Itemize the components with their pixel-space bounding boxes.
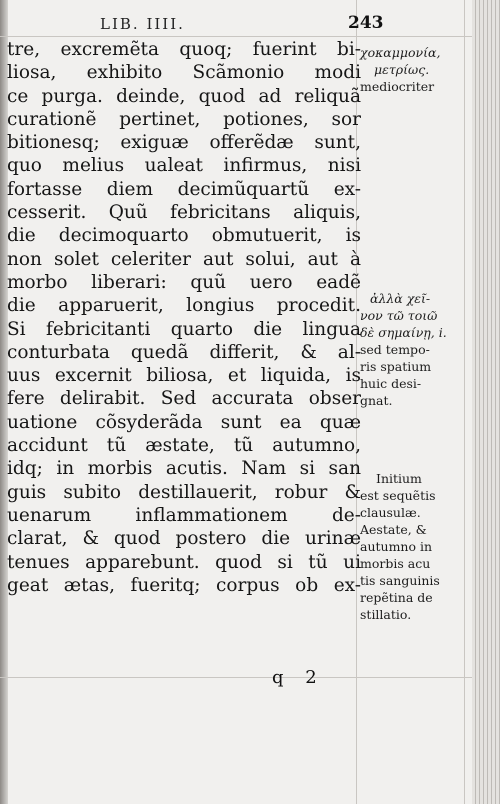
note-line: repẽtina de: [360, 590, 433, 605]
text-line: uus excernit biliosa, et liquida, is: [7, 365, 361, 387]
page-number: 243: [348, 13, 384, 33]
text-line: tre, excremẽta quoq; fuerint bi-: [7, 39, 361, 60]
text-line: die decimoquarto obmutuerit, is: [7, 225, 361, 247]
text-line: fere delirabit. Sed accurata obser: [7, 388, 361, 410]
text-line: uenarum inflammationem de-: [7, 504, 361, 526]
text-line: fortasse diem decimũquartũ ex-: [7, 178, 361, 200]
text-line: morbo liberari: quũ uero eadẽ: [7, 271, 361, 293]
note-line: sed tempo-: [360, 342, 430, 357]
note-line: mediocriter: [360, 79, 435, 94]
margin-note-initium: [360, 470, 470, 623]
text-line: cesserit. Quũ febricitans aliquis,: [7, 202, 361, 224]
note-line: χοκαμμονία,: [360, 45, 441, 60]
note-line: stillatio.: [360, 607, 412, 622]
text-line: accidunt tũ æstate, tũ autumno,: [7, 435, 361, 457]
note-line: μετρίως.: [374, 62, 430, 77]
note-line: huic desi-: [360, 376, 422, 391]
foot-rule: [0, 677, 472, 678]
note-line: ris spatium: [360, 359, 432, 374]
text-line: guis subito destillauerit, robur &: [7, 481, 361, 503]
text-line: clarat, & quod postero die urinæ: [7, 528, 361, 550]
margin-note-greek-variant: [360, 290, 470, 409]
text-line: quo melius ualeat infirmus, nisi: [7, 155, 361, 177]
margin-note-greek-gloss: [360, 44, 470, 95]
note-line: Initium: [376, 471, 422, 486]
text-line: liosa, exhibito Scãmonio modi: [7, 62, 361, 84]
note-line: νον τῶ τοιῶ: [360, 308, 438, 323]
note-line: est sequẽtis: [360, 488, 436, 503]
signature-mark: q 2: [272, 667, 325, 688]
text-line: Si febricitanti quarto die lingua: [7, 318, 361, 340]
text-line: bitionesq; exiguæ offerẽdæ sunt,: [7, 132, 361, 154]
note-line: tis sanguinis: [360, 573, 440, 588]
note-line: Aestate, &: [360, 522, 427, 537]
text-line: conturbata quedã differit, & al-: [7, 341, 361, 363]
note-line: autumno in: [360, 539, 433, 554]
note-line: clausulæ.: [360, 505, 421, 520]
text-line: idq; in morbis acutis. Nam si san: [7, 458, 361, 480]
note-line: gnat.: [360, 393, 393, 408]
note-line: δὲ σημαίνῃ, i.: [360, 325, 447, 340]
text-line: geat ætas, fueritq; corpus ob ex-: [7, 574, 361, 596]
head-rule: [0, 36, 472, 37]
text-line: uatione cõsyderãda sunt ea quæ: [7, 411, 361, 433]
text-line: curationẽ pertinet, potiones, sor: [7, 108, 361, 130]
text-line: ce purga. deinde, quod ad reliquã: [7, 85, 361, 107]
running-head: LIB. IIII.: [100, 15, 185, 33]
note-line: morbis acu: [360, 556, 431, 571]
page-edge: [472, 0, 500, 804]
note-line: ἀλλὰ χεῖ-: [370, 291, 431, 306]
main-text-block: [7, 38, 361, 597]
text-line: non solet celeriter aut solui, aut à: [7, 248, 361, 270]
text-line: tenues apparebunt. quod si tũ ui: [7, 551, 361, 573]
text-line: die apparuerit, longius procedit.: [7, 295, 361, 317]
